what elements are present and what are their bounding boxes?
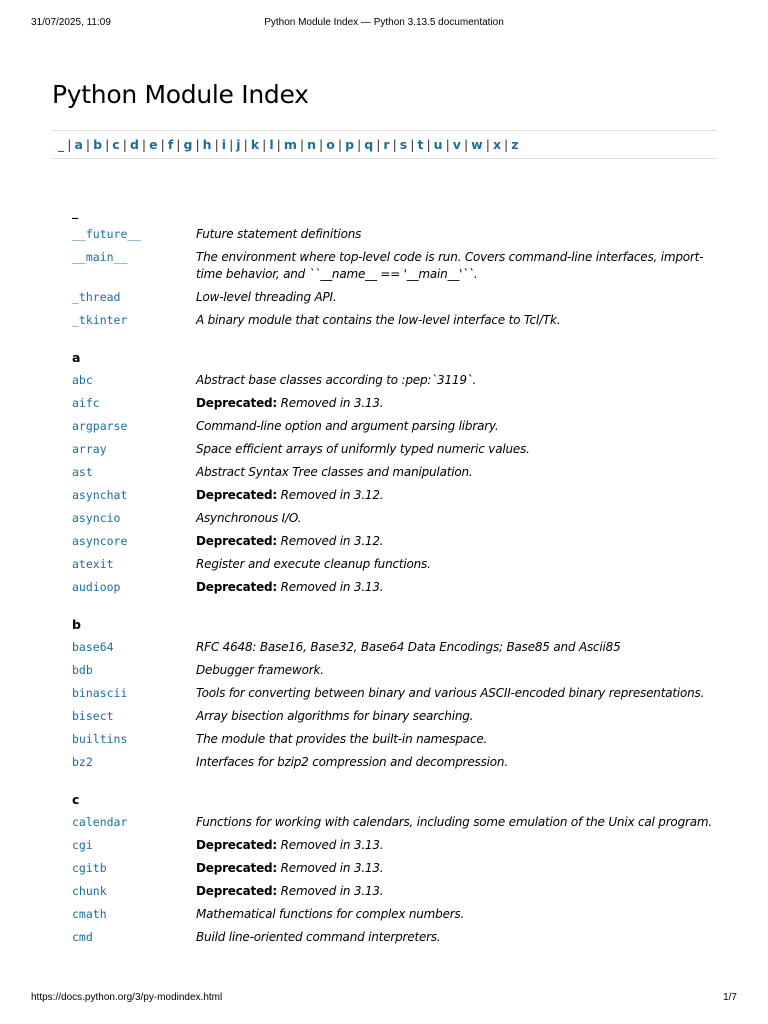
module-row (72, 553, 712, 576)
index-section (72, 613, 712, 774)
description-text: Tools for converting between binary and various ASCII-encoded binary representations. (196, 686, 705, 700)
letter-link[interactable]: b (93, 137, 103, 152)
letter-separator: | (262, 137, 267, 152)
section-letter-heading: a (72, 350, 81, 365)
module-description (196, 705, 712, 728)
module-description (196, 223, 712, 246)
module-description (196, 903, 712, 926)
module-description (196, 369, 712, 392)
description-text: Asynchronous I/O. (196, 511, 302, 525)
module-row (72, 246, 712, 286)
index-section (72, 200, 712, 332)
module-row (72, 880, 712, 903)
module-description (196, 246, 712, 286)
letter-separator: | (243, 137, 248, 152)
module-description (196, 834, 712, 857)
letter-link[interactable]: t (417, 137, 424, 152)
print-page-number: 1/7 (723, 992, 737, 1003)
letter-link[interactable]: z (511, 137, 519, 152)
letter-link[interactable]: c (112, 137, 120, 152)
description-text: Removed in 3.12. (280, 534, 384, 548)
letter-link[interactable]: q (364, 137, 374, 152)
letter-separator: | (229, 137, 234, 152)
module-link[interactable]: audioop (72, 580, 121, 594)
letter-link[interactable]: l (269, 137, 274, 152)
deprecated-label: Deprecated: (196, 884, 278, 898)
deprecated-label: Deprecated: (196, 580, 278, 594)
letter-link[interactable]: w (471, 137, 483, 152)
module-link[interactable]: chunk (72, 884, 107, 898)
letter-separator: | (214, 137, 219, 152)
module-row (72, 857, 712, 880)
letter-link[interactable]: k (250, 137, 260, 152)
module-description (196, 415, 712, 438)
letter-link[interactable]: s (399, 137, 408, 152)
description-text: Register and execute cleanup functions. (196, 557, 431, 571)
module-row (72, 484, 712, 507)
module-row (72, 705, 712, 728)
module-link[interactable]: base64 (72, 640, 114, 654)
description-text: Command-line option and argument parsing library. (196, 419, 499, 433)
module-link[interactable]: cgitb (72, 861, 107, 875)
module-row (72, 415, 712, 438)
letter-link[interactable]: f (167, 137, 174, 152)
description-text: Removed in 3.13. (280, 861, 384, 875)
module-row (72, 576, 712, 599)
description-text: Removed in 3.13. (280, 884, 384, 898)
letter-separator: | (337, 137, 343, 152)
letter-separator: | (392, 137, 397, 152)
description-text: A binary module that contains the low-level interface to Tcl/Tk. (196, 313, 561, 327)
description-text: The environment where top-level code is run. Covers command-line interfaces, import-time behavior, and ``__name__ == '__main__'``. (196, 250, 704, 281)
module-link[interactable]: binascii (72, 686, 128, 700)
module-link[interactable]: cmath (72, 907, 107, 921)
module-description (196, 553, 712, 576)
module-link[interactable]: __main__ (72, 250, 128, 264)
page-title: Python Module Index (52, 80, 309, 109)
module-description (196, 576, 712, 599)
module-row (72, 636, 712, 659)
module-link[interactable]: calendar (72, 815, 128, 829)
module-link[interactable]: _thread (72, 290, 121, 304)
module-row (72, 659, 712, 682)
letter-link[interactable]: h (202, 137, 212, 152)
print-footer (31, 992, 737, 1006)
print-doc-title: Python Module Index — Python 3.13.5 documentation (264, 17, 504, 28)
letter-link[interactable]: x (492, 137, 502, 152)
module-row (72, 461, 712, 484)
letter-separator: | (67, 137, 72, 152)
letter-link[interactable]: g (183, 137, 193, 152)
description-text: Space efficient arrays of uniformly typed numeric values. (196, 442, 530, 456)
module-row (72, 223, 712, 246)
module-description (196, 880, 712, 903)
module-description (196, 811, 712, 834)
module-link[interactable]: abc (72, 373, 93, 387)
module-description (196, 659, 712, 682)
module-description (196, 682, 712, 705)
module-link[interactable]: asyncore (72, 534, 128, 548)
module-description (196, 926, 712, 949)
letter-link[interactable]: d (129, 137, 139, 152)
module-link[interactable]: builtins (72, 732, 128, 746)
module-link[interactable]: aifc (72, 396, 100, 410)
letter-link[interactable]: o (326, 137, 335, 152)
module-description (196, 309, 712, 332)
module-link[interactable]: bdb (72, 663, 93, 677)
description-text: Future statement definitions (196, 227, 362, 241)
module-row (72, 682, 712, 705)
description-text: Array bisection algorithms for binary searching. (196, 709, 474, 723)
print-url: https://docs.python.org/3/py-modindex.html (31, 992, 223, 1003)
module-row (72, 507, 712, 530)
letter-separator: | (85, 137, 91, 152)
letter-link[interactable]: j (236, 137, 241, 152)
description-text: RFC 4648: Base16, Base32, Base64 Data Encodings; Base85 and Ascii85 (196, 640, 621, 654)
letter-separator: | (463, 137, 469, 152)
letter-separator: | (141, 137, 147, 152)
deprecated-label: Deprecated: (196, 861, 278, 875)
module-row (72, 286, 712, 309)
section-letter-heading: _ (72, 204, 79, 219)
index-section (72, 788, 712, 949)
module-row (72, 751, 712, 774)
description-text: Abstract base classes according to :pep:`3119`. (196, 373, 477, 387)
module-link[interactable]: bisect (72, 709, 114, 723)
description-text: Abstract Syntax Tree classes and manipulation. (196, 465, 473, 479)
module-description (196, 751, 712, 774)
letter-separator: | (410, 137, 415, 152)
letter-link[interactable]: i (221, 137, 227, 152)
letter-link[interactable]: a (74, 137, 83, 152)
description-text: Debugger framework. (196, 663, 324, 677)
module-row (72, 530, 712, 553)
letter-separator: | (276, 137, 281, 152)
description-text: Removed in 3.13. (280, 396, 384, 410)
letter-separator: | (299, 137, 305, 152)
letter-navigation (52, 130, 717, 159)
letter-separator: | (195, 137, 200, 152)
section-letter-heading: b (72, 617, 81, 632)
letter-separator: | (176, 137, 181, 152)
letter-separator: | (426, 137, 431, 152)
module-row (72, 369, 712, 392)
module-description (196, 461, 712, 484)
module-row (72, 728, 712, 751)
description-text: Removed in 3.12. (280, 488, 384, 502)
letter-separator: | (105, 137, 110, 152)
letter-link[interactable]: p (345, 137, 355, 152)
module-row (72, 438, 712, 461)
module-link[interactable]: cgi (72, 838, 93, 852)
description-text: Build line-oriented command interpreters. (196, 930, 441, 944)
description-text: The module that provides the built-in namespace. (196, 732, 488, 746)
letter-link[interactable]: r (383, 137, 390, 152)
module-description (196, 857, 712, 880)
module-description (196, 484, 712, 507)
module-row (72, 811, 712, 834)
module-link[interactable]: _tkinter (72, 313, 128, 327)
letter-separator: | (160, 137, 165, 152)
module-link[interactable]: bz2 (72, 755, 93, 769)
module-row (72, 903, 712, 926)
description-text: Mathematical functions for complex numbers. (196, 907, 465, 921)
print-header (31, 17, 737, 31)
letter-link[interactable]: n (307, 137, 317, 152)
module-description (196, 286, 712, 309)
deprecated-label: Deprecated: (196, 488, 278, 502)
letter-separator: | (504, 137, 509, 152)
letter-separator: | (445, 137, 450, 152)
module-link[interactable]: argparse (72, 419, 128, 433)
module-link[interactable]: asyncio (72, 511, 121, 525)
module-index (72, 200, 712, 963)
deprecated-label: Deprecated: (196, 396, 278, 410)
module-link[interactable]: asynchat (72, 488, 128, 502)
letter-separator: | (319, 137, 324, 152)
module-row (72, 309, 712, 332)
module-link[interactable]: cmd (72, 930, 93, 944)
letter-link[interactable]: v (452, 137, 461, 152)
letter-link[interactable]: e (149, 137, 158, 152)
deprecated-label: Deprecated: (196, 534, 278, 548)
description-text: Interfaces for bzip2 compression and decompression. (196, 755, 508, 769)
module-description (196, 507, 712, 530)
module-row (72, 392, 712, 415)
description-text: Functions for working with calendars, including some emulation of the Unix cal program. (196, 815, 712, 829)
letter-separator: | (485, 137, 490, 152)
index-section (72, 346, 712, 599)
module-row (72, 834, 712, 857)
module-link[interactable]: __future__ (72, 227, 142, 241)
module-link[interactable]: ast (72, 465, 93, 479)
letter-link[interactable]: u (433, 137, 443, 152)
module-description (196, 438, 712, 461)
letter-separator: | (122, 137, 127, 152)
description-text: Removed in 3.13. (280, 838, 384, 852)
module-link[interactable]: array (72, 442, 107, 456)
module-description (196, 728, 712, 751)
section-letter-heading: c (72, 792, 80, 807)
letter-separator: | (376, 137, 381, 152)
deprecated-label: Deprecated: (196, 838, 278, 852)
module-description (196, 392, 712, 415)
print-datetime: 31/07/2025, 11:09 (31, 17, 111, 28)
description-text: Low-level threading API. (196, 290, 337, 304)
module-row (72, 926, 712, 949)
letter-separator: | (357, 137, 362, 152)
description-text: Removed in 3.13. (280, 580, 384, 594)
letter-link[interactable]: m (283, 137, 297, 152)
module-description (196, 530, 712, 553)
letter-link[interactable]: _ (58, 137, 65, 152)
module-description (196, 636, 712, 659)
module-link[interactable]: atexit (72, 557, 114, 571)
